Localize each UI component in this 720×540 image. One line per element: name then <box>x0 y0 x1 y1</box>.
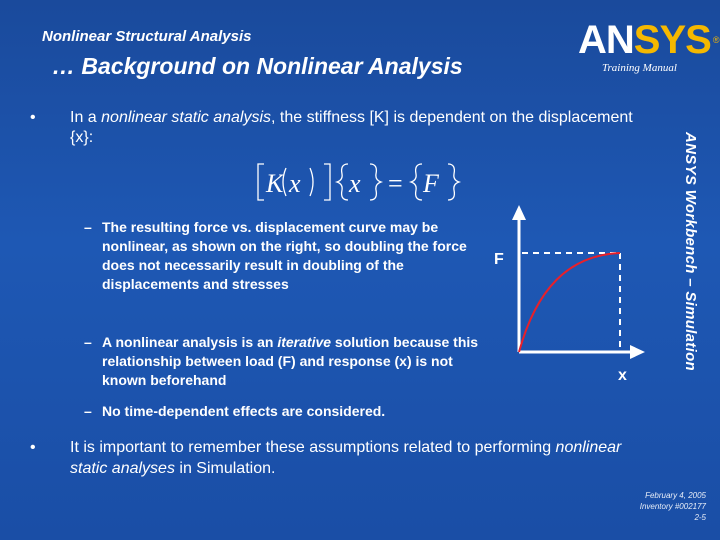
bullet-icon: • <box>30 439 36 456</box>
sub2-emphasis: iterative <box>277 334 332 350</box>
footer-page-number: 2-5 <box>694 513 706 522</box>
slide-title: … Background on Nonlinear Analysis <box>52 53 463 79</box>
eq-equals: = <box>388 169 403 198</box>
b2-pre: It is important to remember these assumptions related to performing <box>70 439 556 456</box>
force-displacement-graph <box>488 200 658 385</box>
sub-bullet-iterative <box>84 333 484 390</box>
dash-icon: – <box>84 403 92 419</box>
training-manual-label: Training Manual <box>602 62 677 74</box>
b1-pre: In a <box>70 109 102 126</box>
bullet-icon: • <box>30 109 36 126</box>
sub2-post: solution because this relationship between load (F) and response (x) is not known beforehand <box>102 334 479 388</box>
eq-x-arg: x <box>289 169 301 198</box>
side-label <box>670 92 710 410</box>
sub2-pre: A nonlinear analysis is an <box>102 334 278 350</box>
bullet-stiffness-text <box>30 108 660 148</box>
b2-post: in Simulation. <box>174 460 276 477</box>
eq-K: K <box>266 169 284 198</box>
graph-force-label: F <box>494 251 504 268</box>
b1-emphasis: nonlinear static analysis <box>101 109 272 126</box>
footer-inventory: Inventory #002177 <box>639 502 706 511</box>
footer-info <box>640 490 706 523</box>
sub-bullet-nonlinear-curve <box>84 218 484 294</box>
dash-icon: – <box>84 219 92 235</box>
bullet-assumptions-text <box>30 437 660 479</box>
b2-emphasis: nonlinear static analyses <box>70 439 622 477</box>
sub-bullet-time-independent <box>84 402 504 421</box>
section-subtitle: Nonlinear Structural Analysis <box>42 28 252 45</box>
graph-displacement-label: x <box>618 367 627 384</box>
sub2-text <box>84 333 484 390</box>
registered-mark: ® <box>712 35 719 45</box>
eq-F: F <box>423 169 439 198</box>
eq-x-vec: x <box>349 169 361 198</box>
logo-text-an: AN <box>578 18 634 62</box>
dash-icon: – <box>84 334 92 350</box>
stiffness-equation <box>252 160 482 208</box>
ansys-logo <box>578 20 718 60</box>
logo-text-sys <box>634 20 719 60</box>
logo-text-sys-letters: SYS <box>633 18 711 62</box>
b1-post: , the stiffness [K] is dependent on the displacement {x}: <box>70 109 633 146</box>
side-label-text: ANSYS Workbench – Simulation <box>681 131 699 371</box>
force-displacement-curve <box>519 253 620 352</box>
bullet-stiffness <box>30 108 660 148</box>
sub1-text: The resulting force vs. displacement curve may be nonlinear, as shown on the right, so doubling the force does not necessarily result in doubling of the displacements and stresses <box>102 219 467 292</box>
bullet-assumptions <box>30 437 660 479</box>
sub3-text: No time-dependent effects are considered. <box>102 403 386 419</box>
footer-date: February 4, 2005 <box>645 491 706 500</box>
